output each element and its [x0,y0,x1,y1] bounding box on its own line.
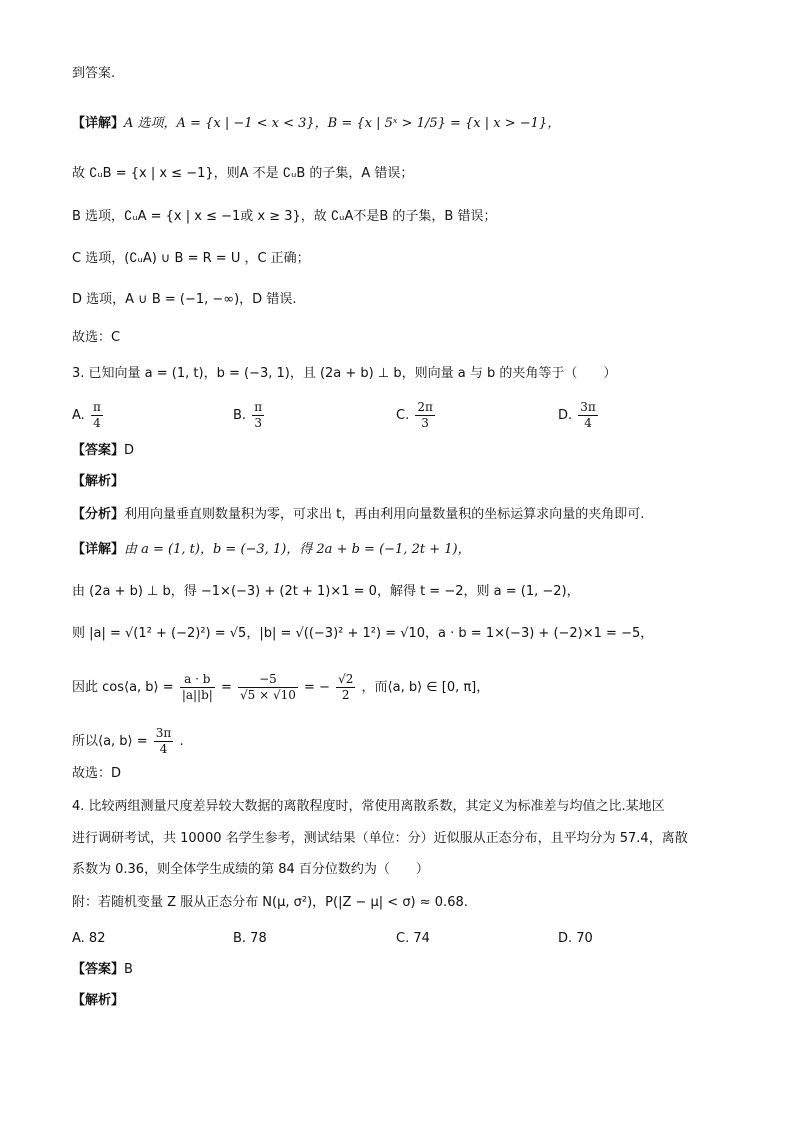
option-fraction: $\frac{2\pi}{3}$ [417,400,433,430]
fraction: $\frac{3\pi}{4}$ [155,726,172,756]
option-a [72,400,105,431]
question-4-stem: 进行调研考试，共 10000 名学生参考，测试结果（单位：分）近似服从正态分布，且平均分为 57.4，离散 [72,831,688,846]
text-line: C 选项，(∁ᵤA) ∪ B = R = U ，C 正确； [72,251,310,266]
option-label: A. [72,408,85,423]
cosine-line: 因此 cos⟨a, b⟩ = $\frac{a \cdot b}{|a||b|}$ = $\frac{-5}{√5 \times √10}$ = − $\frac{√2}{2}$ ，而⟨a, b⟩ ∈ [0, π]， [72,672,490,702]
answer-value: B [124,962,133,977]
option-fraction: $\frac{\pi}{4}$ [92,400,101,430]
analysis-tag: 【解析】 [72,993,125,1008]
text-line: 故选：D [72,766,122,781]
option-b: B. 78 [233,931,267,946]
math-line: 由 (2a + b) ⊥ b，得 −1×(−3) + (2t + 1)×1 = 0，解得 t = −2，则 a = (1, −2)， [72,584,580,599]
result-line: 所以⟨a, b⟩ = $\frac{3\pi}{4}$ . [72,726,184,756]
fraction: $\frac{a \cdot b}{|a||b|}$ [181,672,213,702]
detail-tag: 【详解】 [72,542,125,557]
question-4-appendix: 附：若随机变量 Z 服从正态分布 N(μ, σ²)，P(|Z − μ| < σ) ≈ 0.68. [72,895,468,910]
option-d [558,400,600,431]
fraction: $\frac{√2}{2}$ [338,672,354,702]
option-fraction: $\frac{3\pi}{4}$ [580,400,596,430]
detail-line: 【详解】由 a = (1, t)，b = (−3, 1)，得 2a + b = (−1, 2t + 1)， [72,542,471,557]
analysis-line [72,991,124,1011]
analysis-sub-tag: 【分析】 [72,507,125,522]
answer-tag: 【答案】 [72,443,125,458]
question-4-stem: 系数为 0.36，则全体学生成绩的第 84 百分位数约为（ ） [72,862,429,877]
fraction: $\frac{-5}{√5 \times √10}$ [240,672,296,702]
option-c: C. 74 [396,931,430,946]
analysis-text: 【分析】利用向量垂直则数量积为零，可求出 t，再由利用向量数量积的坐标运算求向量的夹角即可. [72,507,645,522]
text-line: D 选项，A ∪ B = (−1, −∞)，D 错误. [72,292,297,307]
text-line: 故 ∁ᵤB = {x | x ≤ −1}，则A 不是 ∁ᵤB 的子集，A 错误； [72,166,414,181]
option-d: D. 70 [558,931,593,946]
option-b [233,400,266,431]
question-3-stem: 3. 已知向量 a = (1, t)，b = (−3, 1)，且 (2a + b) ⊥ b，则向量 a 与 b 的夹角等于（ ） [72,366,617,381]
analysis-line [72,472,124,492]
answer-tag: 【答案】 [72,962,125,977]
answer-line [72,960,133,980]
text-line: 到答案. [72,66,116,81]
analysis-tag: 【解析】 [72,474,125,489]
option-fraction: $\frac{\pi}{3}$ [254,400,263,430]
answer-line [72,441,134,461]
option-a: A. 82 [72,931,106,946]
option-c [396,400,437,431]
answer-value: D [124,443,135,458]
text-line: 故选：C [72,330,121,345]
text-line: B 选项，∁ᵤA = {x | x ≤ −1或 x ≥ 3}，故 ∁ᵤA不是B 的子集，B 错误； [72,209,497,224]
option-label: D. [558,408,573,423]
option-label: C. [396,408,410,423]
question-4-stem: 4. 比较两组测量尺度差异较大数据的离散程度时，常使用离散系数，其定义为标准差与均值之比.某地区 [72,799,665,814]
detail-tag: 【详解】 [72,116,125,131]
math-text: A 选项，A = {x | −1 < x < 3}，B = {x | 5ˣ > 1/5} = {x | x > −1}， [124,116,561,131]
math-line: 则 |a| = √(1² + (−2)²) = √5，|b| = √((−3)² + 1²) = √10，a · b = 1×(−3) + (−2)×1 = −5， [72,626,654,641]
detail-line [72,114,560,134]
option-label: B. [233,408,247,423]
